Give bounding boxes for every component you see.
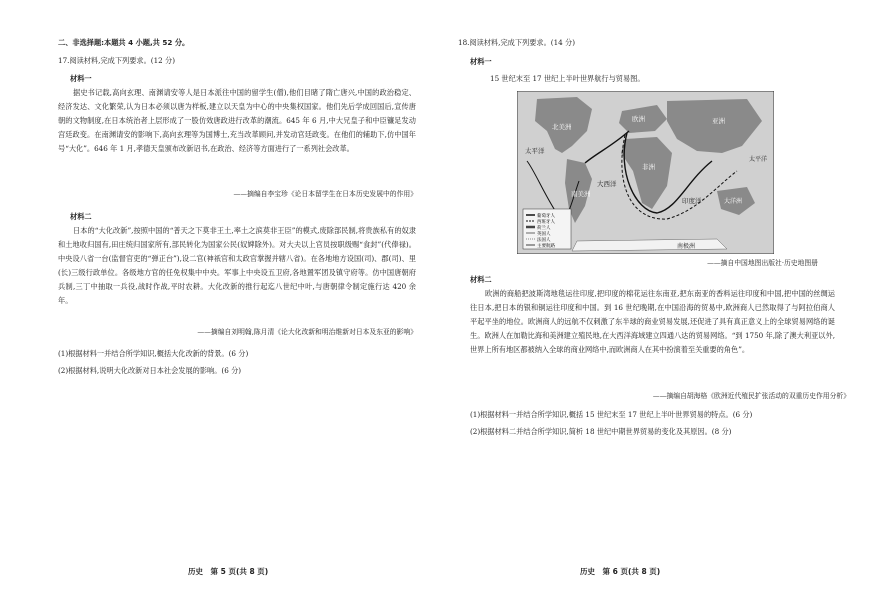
q18-material-2-title: 材料二 xyxy=(470,275,492,284)
q18-material-1-title: 材料一 xyxy=(470,57,492,66)
label-pacific-east: 太平洋 xyxy=(749,156,768,163)
label-pacific-west: 太平洋 xyxy=(525,147,545,155)
map-source: ——摘自中国地图出版社·历史地图册 xyxy=(707,259,818,267)
section-title: 二、非选择题:本题共 4 小题,共 52 分。 xyxy=(58,38,190,47)
map-title: 15 世纪末至 17 世纪上半叶世界航行与贸易图。 xyxy=(490,74,645,83)
label-south-america: 南美洲 xyxy=(571,190,591,198)
label-europe: 欧洲 xyxy=(632,115,645,123)
legend-label-6: 主要航路 xyxy=(537,244,555,249)
legend-label-5: 法国人 xyxy=(537,238,551,243)
label-asia: 亚洲 xyxy=(712,117,725,125)
question-17-part-2: (2)根据材料,说明大化改新对日本社会发展的影响。(6 分) xyxy=(58,366,242,375)
q17-material-1-source: ——摘编自李宝珍《论日本留学生在日本历史发展中的作用》 xyxy=(233,190,417,198)
antarctica-land xyxy=(572,239,727,251)
legend-label-1: 葡萄牙人 xyxy=(537,214,555,219)
map-legend xyxy=(523,209,571,249)
world-trade-map xyxy=(517,91,774,254)
page-footer-6: 历史 第 6 页(共 8 页) xyxy=(580,567,661,576)
question-18-part-1: (1)根据材料一并结合所学知识,概括 15 世纪末至 17 世纪上半叶世界贸易的特点。(6 分) xyxy=(470,410,753,419)
legend-label-3: 荷兰人 xyxy=(537,226,551,231)
question-18-prompt: 18.阅读材料,完成下列要求。(14 分) xyxy=(458,38,576,47)
label-north-america: 北美洲 xyxy=(552,123,572,131)
question-17-part-1: (1)根据材料一并结合所学知识,概括大化改新的背景。(6 分) xyxy=(58,349,249,358)
label-indian-ocean: 印度洋 xyxy=(682,197,702,205)
q18-material-2-source: ——摘编自胡海格《欧洲近代殖民扩张活动的双重历史作用分析》 xyxy=(652,392,850,400)
q17-material-1-title: 材料一 xyxy=(70,74,92,83)
q17-material-2-source: ——摘编自刘明翰,陈月清《论大化改新和明治维新对日本及东亚的影响》 xyxy=(197,328,417,336)
q17-material-2-title: 材料二 xyxy=(70,212,92,221)
page-footer-5: 历史 第 5 页(共 8 页) xyxy=(188,567,269,576)
question-18-part-2: (2)根据材料二并结合所学知识,简析 18 世纪中期世界贸易的变化及其原因。(8 分) xyxy=(470,427,732,436)
label-australia: 大洋洲 xyxy=(724,198,743,205)
right-page xyxy=(435,0,870,599)
label-africa: 非洲 xyxy=(642,163,655,171)
q18-material-2-text: 欧洲的商船把波斯湾地毯运往印度,把印度的棉花运往东南亚,把东南亚的香料运往印度和中国,把中国的丝绸运往日本,把日本的银和铜运往印度和中国。到 16 世纪晚期,在中国沿海的贸易中,欧洲商人已然取得了与阿拉伯商人平起平坐的地位。欧洲商人的远航不仅刺激了东半球的商业贸易发展,还促进了具有真正意义上的全球贸易网络的诞生。欧洲人在加勒比海和美洲建立殖民地,在大西洋海域建立四通八达的贸易网络。“到 1750 年,除了澳大利亚以外,世界上所有地区都被纳入全球的商业网络中,而欧洲商人在其中扮演着至关重要的角色”。 xyxy=(470,289,835,354)
q17-material-2-text: 日本的“大化改新”,按照中国的“普天之下莫非王土,率土之滨莫非王臣”的模式,废除部民制,将贵族私有的奴隶和土地收归国有,田庄统归国家所有,部民转化为国家公民(奴婢除外)。对大夫以上官员按职级赐“食封”(代俸禄)。中央设八省一台(监督官吏的“弹正台”),设二官(神祇官和太政官掌握并辖八省)。在各地地方设国(司)、郡(司)、里(长)三级行政单位。各级地方官的任免权集中中央。军事上中央设五卫府,各地置军团及镇守府等。仿中国唐朝府兵制,三丁中抽取一兵役,战时作战,平时农耕。大化改新的推行起迄八世纪中叶,与唐朝律令制定施行达 420 余年。 xyxy=(58,226,416,305)
q17-material-1-text: 据史书记载,高向玄理、南渊请安等人是日本派往中国的留学生(僧),他们目睹了隋亡唐兴,中国的政治稳定、经济发达、文化繁荣,认为日本必须以唐为样板,建立以天皇为中心的中央集权国家。他们先后学成回国后,宣传唐朝的文物制度,在日本统治者上层形成了一股仿效唐政进行改革的潮流。645 年 6 月,中大兄皇子和中臣镰足发动宫廷政变。在南渊请安的影响下,高向玄理等为国博士,充当改革顾问,并发动官廷政变。在他们的辅助下,仿中国年号“大化”。646 年 1 月,孝德天皇颁布改新诏书,在政治、经济等方面进行了一系列社会改革。 xyxy=(58,88,416,153)
legend-label-2: 西班牙人 xyxy=(537,220,555,225)
question-17-prompt: 17.阅读材料,完成下列要求。(12 分) xyxy=(58,56,176,65)
label-atlantic: 大西洋 xyxy=(597,180,617,188)
legend-label-4: 英国人 xyxy=(537,232,551,237)
label-antarctica: 南极洲 xyxy=(677,243,696,250)
